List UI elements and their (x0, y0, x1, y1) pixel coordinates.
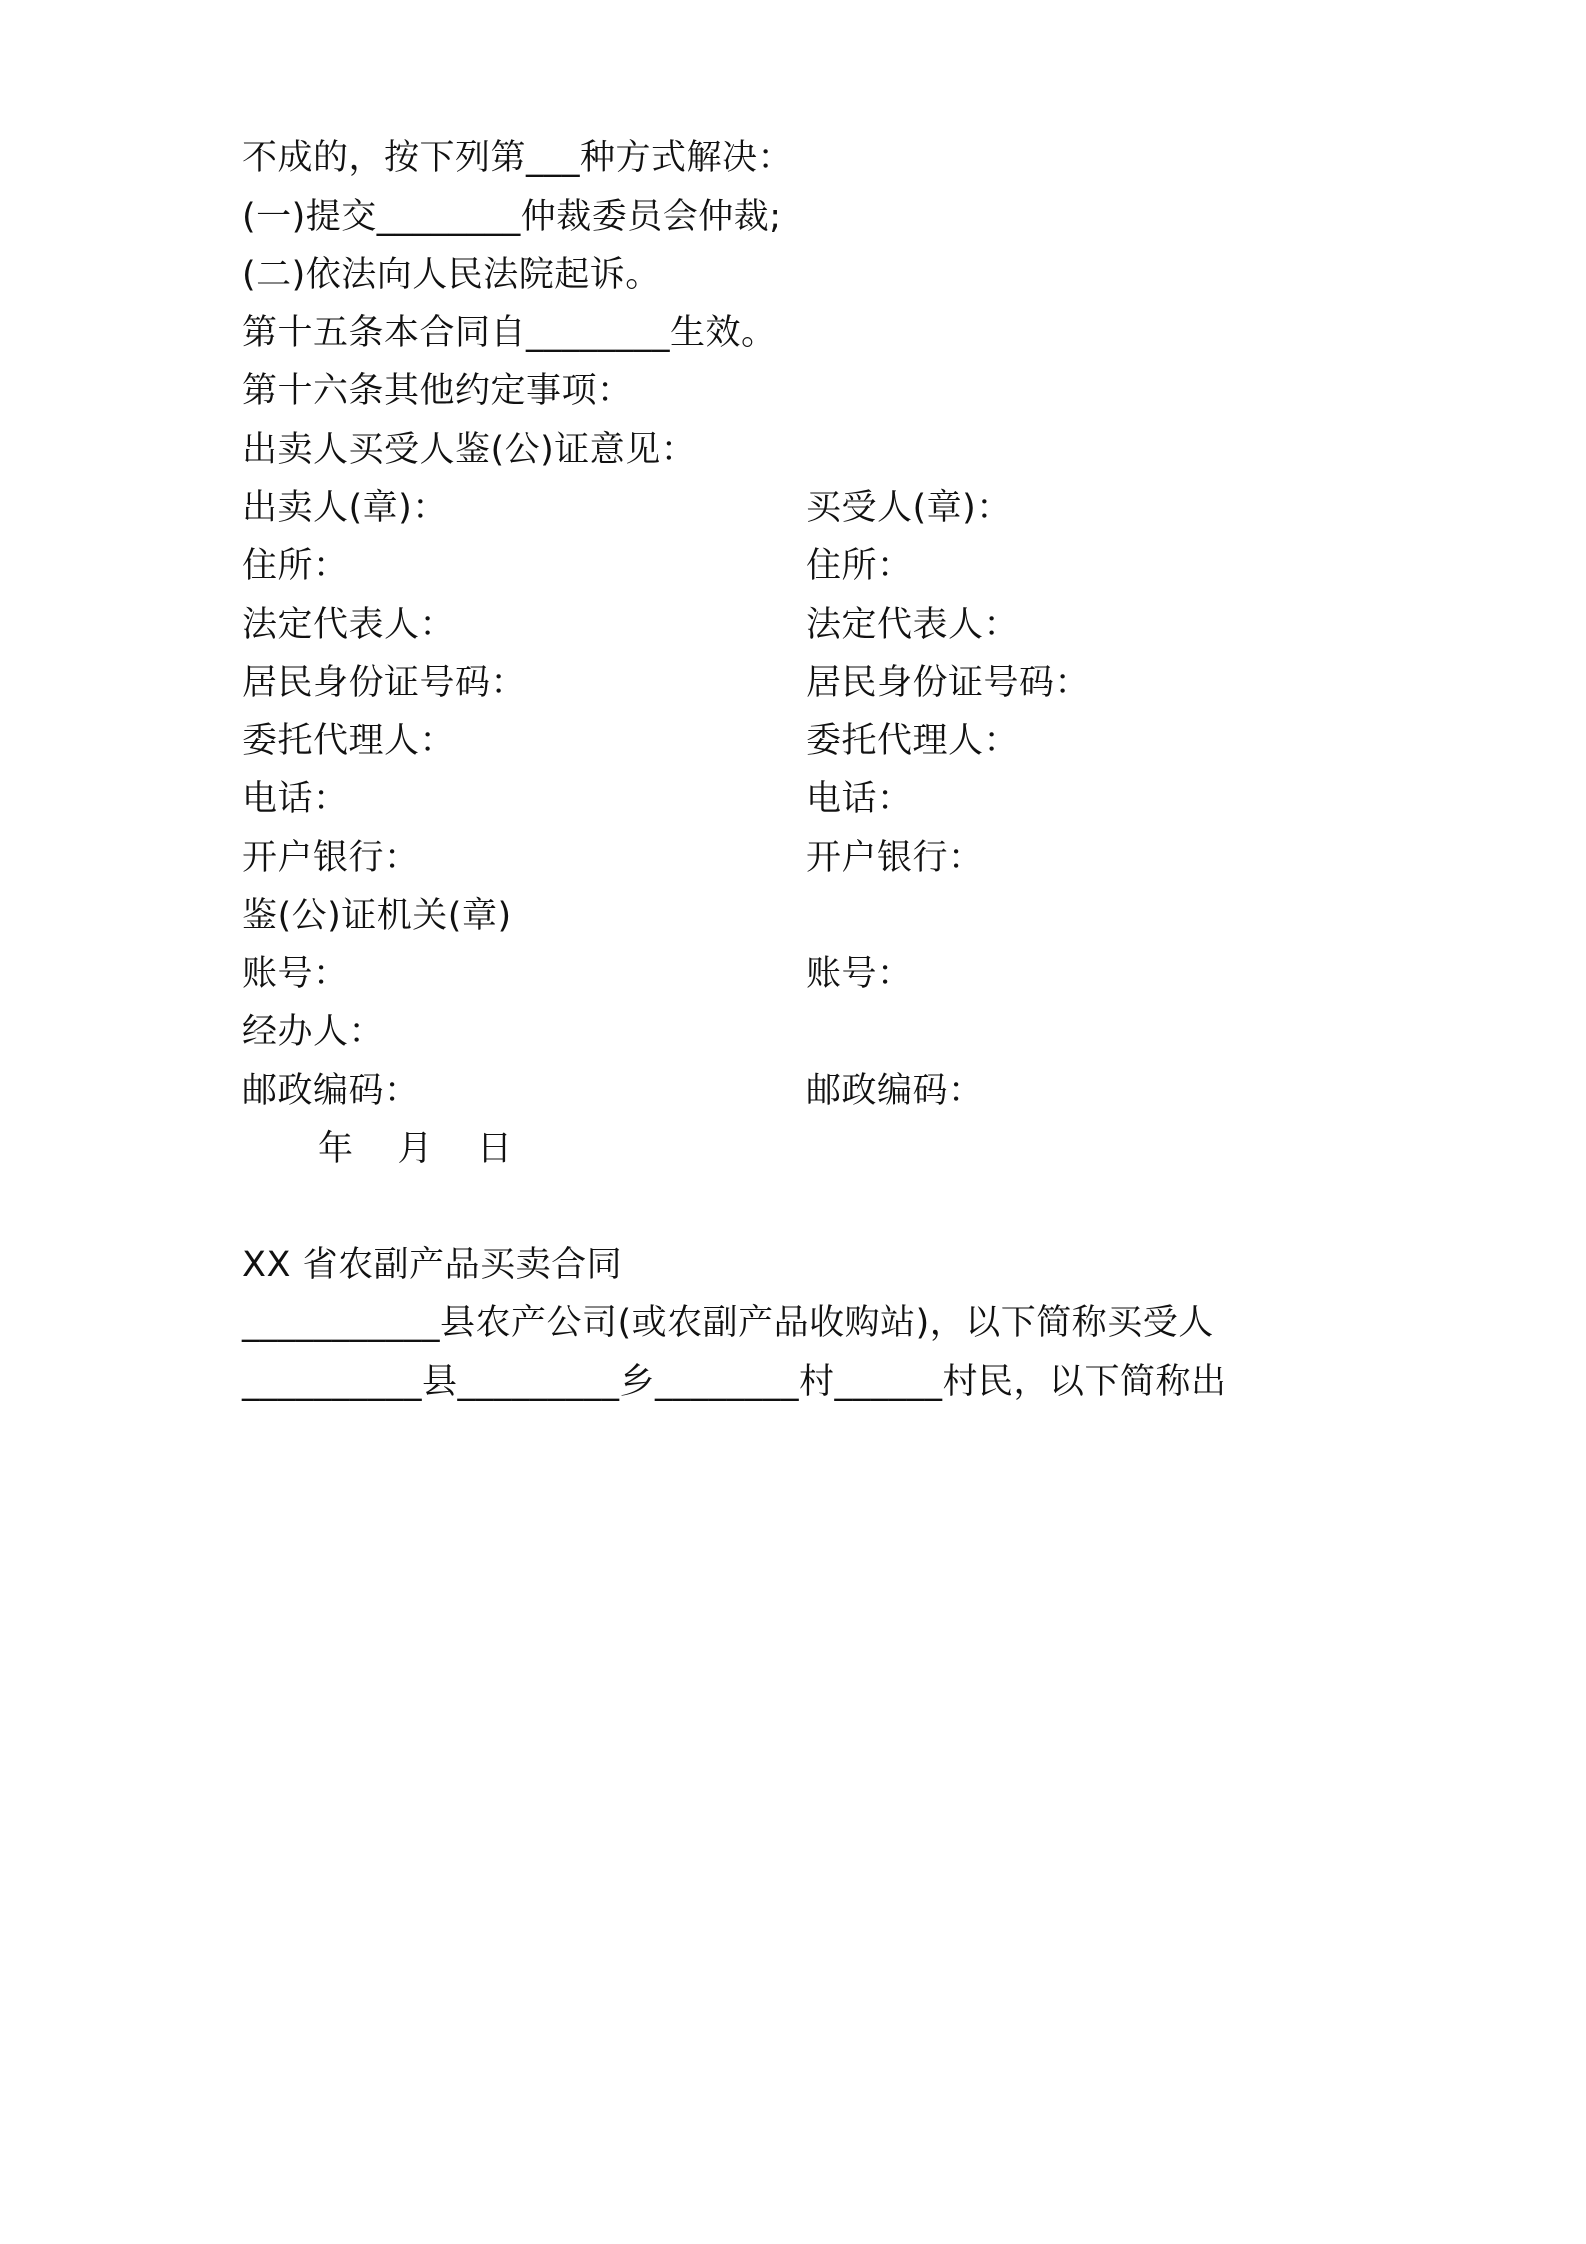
notary-office-label: 鉴(公)证机关(章) (242, 896, 512, 936)
buyer-phone-label: 电话： (806, 779, 913, 819)
date-month: 月 (397, 1129, 434, 1169)
seller-address-label: 住所： (242, 546, 349, 586)
seller-postal-label: 邮政编码： (242, 1071, 420, 1111)
date-day: 日 (477, 1129, 513, 1169)
buyer-intro-line: ___________县农产公司(或农副产品收购站)，以下简称买受人 (242, 1303, 1214, 1343)
seller-intro-line: __________县_________乡________村______村民，以下简称出 (242, 1362, 1227, 1402)
seller-legal-rep-label: 法定代表人： (242, 605, 456, 645)
date-year: 年 (318, 1129, 354, 1169)
seller-phone-label: 电话： (242, 779, 349, 819)
seller-id-label: 居民身份证号码： (242, 663, 527, 703)
date-line (318, 1127, 513, 1171)
seller-account-label: 账号： (242, 954, 349, 994)
article-fifteen: 第十五条本合同自________生效。 (242, 313, 777, 353)
buyer-id-label: 居民身份证号码： (806, 663, 1091, 703)
seller-seal-label: 出卖人(章)： (242, 488, 448, 528)
buyer-account-label: 账号： (806, 954, 913, 994)
buyer-seal-label: 买受人(章)： (806, 488, 1012, 528)
buyer-legal-rep-label: 法定代表人： (806, 605, 1020, 645)
seller-agent-label: 委托代理人： (242, 721, 456, 761)
handler-label: 经办人： (242, 1012, 385, 1052)
contract-title: XX 省农副产品买卖合同 (242, 1245, 623, 1285)
seller-bank-label: 开户银行： (242, 838, 420, 878)
buyer-postal-label: 邮政编码： (806, 1071, 984, 1111)
buyer-bank-label: 开户银行： (806, 838, 984, 878)
dispute-resolution-text: 不成的，按下列第___种方式解决： (242, 138, 794, 178)
buyer-agent-label: 委托代理人： (806, 721, 1020, 761)
buyer-address-label: 住所： (806, 546, 913, 586)
litigation-option: (二)依法向人民法院起诉。 (242, 255, 661, 295)
arbitration-option: (一)提交________仲裁委员会仲裁; (242, 197, 782, 237)
article-sixteen: 第十六条其他约定事项： (242, 371, 633, 411)
notary-opinion-heading: 出卖人买受人鉴(公)证意见： (242, 430, 697, 470)
